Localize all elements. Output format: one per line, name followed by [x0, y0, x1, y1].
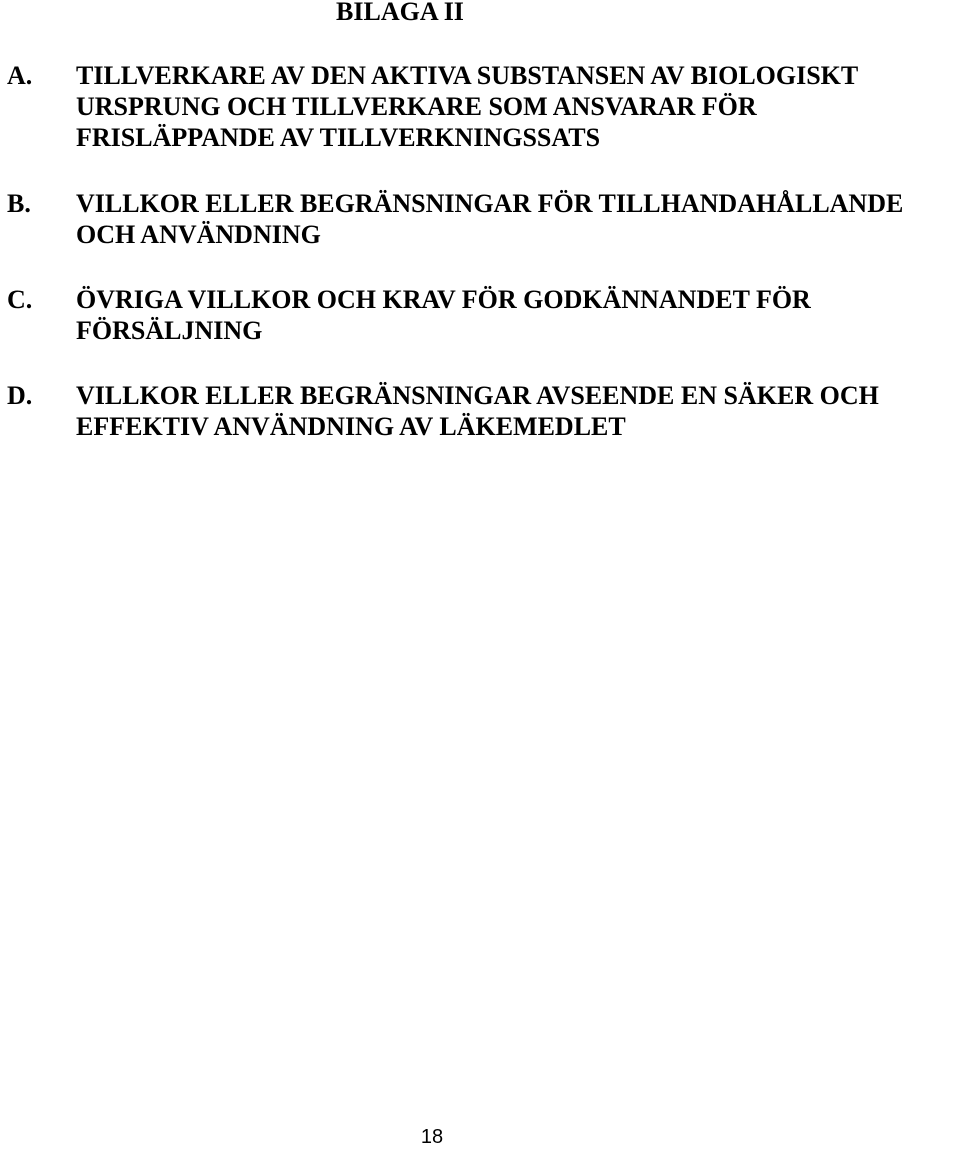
section-letter: C. — [7, 285, 33, 314]
section-heading-line: VILLKOR ELLER BEGRÄNSNINGAR FÖR TILLHANDAHÅLLANDE — [76, 189, 904, 218]
section-heading-line: OCH ANVÄNDNING — [76, 220, 321, 249]
section-letter: B. — [7, 189, 31, 218]
section-heading-line: ÖVRIGA VILLKOR OCH KRAV FÖR GODKÄNNANDET FÖR — [76, 285, 811, 314]
section-letter: D. — [7, 381, 33, 410]
section-heading-line: URSPRUNG OCH TILLVERKARE SOM ANSVARAR FÖR — [76, 92, 757, 121]
section-heading-line: TILLVERKARE AV DEN AKTIVA SUBSTANSEN AV BIOLOGISKT — [76, 61, 859, 90]
section-heading — [76, 380, 956, 442]
section-heading-line: FÖRSÄLJNING — [76, 316, 263, 345]
section-heading-line: EFFEKTIV ANVÄNDNING AV LÄKEMEDLET — [76, 412, 626, 441]
section-heading — [76, 60, 956, 153]
section-heading — [76, 188, 956, 250]
section-heading — [76, 284, 956, 346]
section-heading-line: FRISLÄPPANDE AV TILLVERKNINGSSATS — [76, 123, 601, 152]
section-heading-line: VILLKOR ELLER BEGRÄNSNINGAR AVSEENDE EN SÄKER OCH — [76, 381, 879, 410]
annex-title: BILAGA II — [336, 0, 464, 26]
page-number: 18 — [420, 1126, 444, 1148]
section-letter: A. — [7, 61, 33, 90]
